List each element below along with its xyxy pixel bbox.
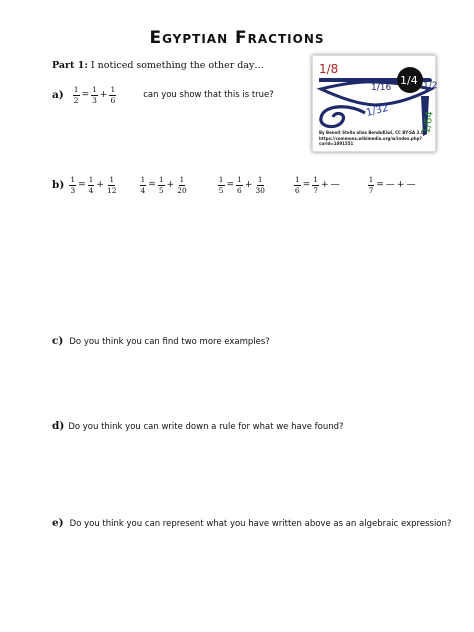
- label-one-eighth: 1/8: [319, 62, 339, 76]
- question-a-equation: $\frac{1}{2}$ = $\frac{1}{3}$ + $\frac{1}{6}$: [73, 85, 116, 105]
- question-d-label: d): [52, 420, 65, 432]
- equation-4: $\frac{1}{6}$ = $\frac{1}{7}$ + —: [294, 175, 340, 195]
- fraction: $\frac{1}{2}$: [73, 85, 79, 105]
- fraction: $\frac{1}{7}$: [313, 175, 319, 195]
- question-b: [52, 176, 452, 194]
- fraction: $\frac{1}{6}$: [110, 85, 116, 105]
- fraction: $\frac{1}{6}$: [294, 175, 300, 195]
- page-title: Egyptian Fractions: [149, 28, 325, 48]
- question-c-text: Do you think you can find two more examples?: [69, 337, 270, 347]
- question-d: [52, 420, 344, 432]
- part-1-label: Part 1:: [52, 60, 88, 71]
- fraction: $\frac{1}{4}$: [88, 175, 94, 195]
- label-one-sixty-fourth: 1/64: [421, 110, 436, 135]
- fraction: $\frac{1}{12}$: [106, 175, 117, 195]
- question-a-text: can you show that this is true?: [143, 90, 274, 100]
- question-c: [52, 335, 270, 347]
- fraction: $\frac{1}{20}$: [177, 175, 187, 195]
- equation-3: $\frac{1}{5}$ = $\frac{1}{6}$ + $\frac{1}{30}$: [218, 175, 265, 195]
- equation-2: $\frac{1}{4}$ = $\frac{1}{5}$ + $\frac{1}{20}$: [140, 175, 187, 195]
- label-one-quarter: 1/4: [400, 74, 418, 87]
- fraction: $\frac{1}{5}$: [158, 175, 164, 195]
- label-one-thirty-second: 1/32: [365, 102, 390, 119]
- fraction: $\frac{1}{7}$: [368, 175, 374, 195]
- fraction: $\frac{1}{5}$: [218, 175, 224, 195]
- blank: —: [330, 180, 340, 190]
- fraction: $\frac{1}{4}$: [140, 175, 146, 195]
- question-a: [52, 86, 274, 104]
- label-one-sixteenth: 1/16: [371, 83, 392, 93]
- question-b-label: b): [52, 179, 65, 191]
- equation-5: $\frac{1}{7}$ = — + —: [368, 175, 416, 195]
- part-1-intro: [52, 60, 264, 71]
- image-credit: By Benoît Stella alias BenduKiwi, CC BY-SA 3.0, https://commons.wikimedia.org/w/index.php?curid=1891551: [319, 130, 426, 146]
- question-e-label: e): [52, 517, 64, 529]
- question-c-label: c): [52, 335, 64, 347]
- spiral-shape: [321, 107, 365, 127]
- part-1-text: I noticed something the other day…: [90, 60, 264, 71]
- question-e-text: Do you think you can represent what you have written above as an algebraic expression?: [69, 519, 452, 529]
- eye-of-horus-image: [312, 55, 436, 152]
- fraction: $\frac{1}{3}$: [92, 85, 97, 105]
- fraction: $\frac{1}{6}$: [237, 175, 242, 195]
- label-one-half: 1/2: [423, 81, 438, 91]
- question-e: [52, 517, 451, 529]
- question-a-label: a): [52, 89, 64, 101]
- equation-1: $\frac{1}{3}$ = $\frac{1}{4}$ + $\frac{1}{12}$: [70, 175, 117, 195]
- fraction: $\frac{1}{3}$: [70, 175, 76, 195]
- question-d-text: Do you think you can write down a rule for what we have found?: [68, 422, 344, 432]
- blank: —: [385, 180, 395, 190]
- blank: —: [406, 180, 416, 190]
- fraction: $\frac{1}{30}$: [255, 175, 265, 195]
